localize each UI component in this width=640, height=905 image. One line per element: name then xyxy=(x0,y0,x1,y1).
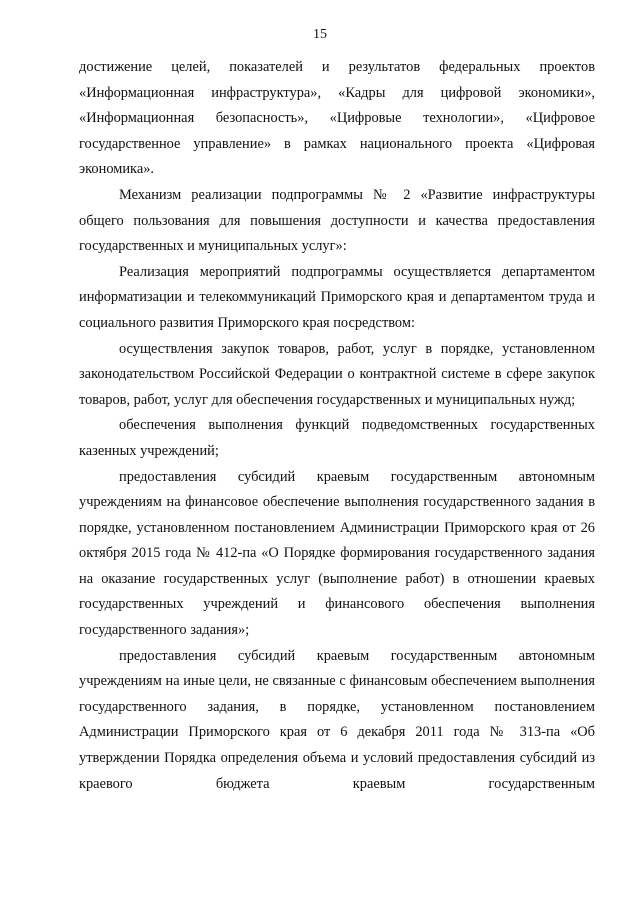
document-body xyxy=(79,55,595,797)
paragraph-mechanism-heading: Механизм реализации подпрограммы № 2 «Развитие инфраструктуры общего пользования для повышения доступности и качества предоставления государственных и муниципальных услуг»: xyxy=(79,186,595,255)
paragraph-implementation: Реализация мероприятий подпрограммы осуществляется департаментом информатизации и телекоммуникаций Приморского края и департаментом труда и социального развития Приморского края посредством: xyxy=(79,263,595,331)
paragraph-goals-continuation: достижение целей, показателей и результатов федеральных проектов «Информационная инфраструктура», «Кадры для цифровой экономики», «Информационная безопасность», «Цифровые технологии», «Цифровое государственное управление» в рамках национального проекта «Цифровая экономика». xyxy=(79,59,595,178)
page-number: 15 xyxy=(313,27,327,42)
paragraph-subsidies-other-purposes: предоставления субсидий краевым государственным автономным учреждениям на иные цели, не связанные с финансовым обеспечением выполнения государственного задания, в порядке, установленном постановлением Администрации Приморского края от 6 декабря 2011 года № 313-па «Об утверждении Порядка определения объема и условий предоставления субсидий из краевого бюджета краевым государственным xyxy=(79,647,595,792)
paragraph-procurement: осуществления закупок товаров, работ, услуг в порядке, установленном законодательством Российской Федерации о контрактной системе в сфере закупок товаров, работ, услуг для обеспечения государственных и муниципальных нужд; xyxy=(79,340,595,408)
paragraph-subsidies-state-task: предоставления субсидий краевым государственным автономным учреждениям на финансовое обеспечение выполнения государственного задания в порядке, установленном постановлением Администрации Приморского края от 26 октября 2015 года № 412-па «О Порядке формирования государственного задания на оказание государственных услуг (выполнение работ) в отношении краевых государственных учреждений и финансового обеспечения выполнения государственного задания»; xyxy=(79,468,595,639)
paragraph-functions: обеспечения выполнения функций подведомственных государственных казенных учреждений; xyxy=(79,417,595,459)
